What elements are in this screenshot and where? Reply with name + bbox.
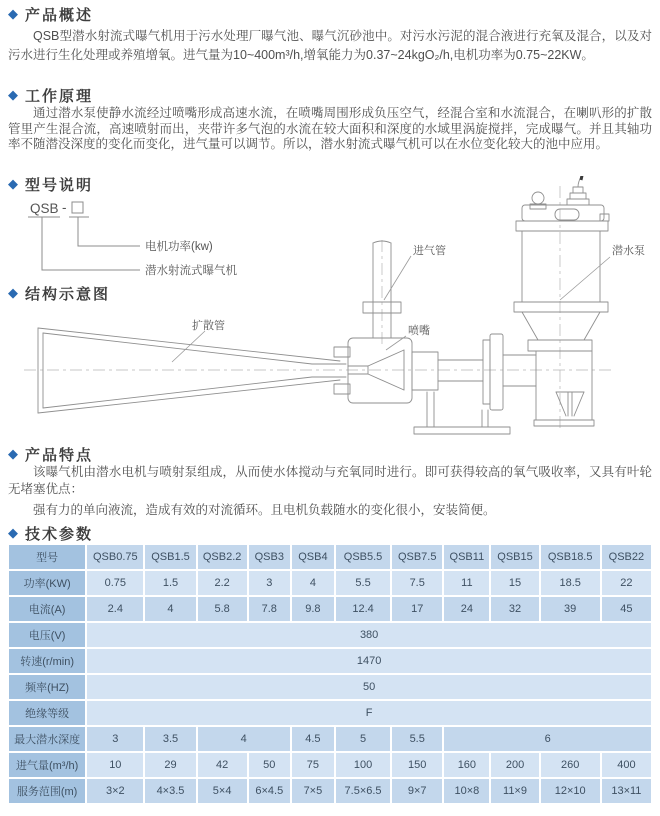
diamond-bullet-icon: ◆ — [8, 284, 18, 300]
spec-model-header: QSB1.5 — [145, 545, 195, 569]
spec-cell: 45 — [602, 597, 651, 621]
diffuser-horn — [38, 328, 346, 413]
technical-specs-table — [7, 543, 653, 805]
spec-cell: 5 — [336, 727, 390, 751]
spec-model-header: QSB2.2 — [198, 545, 247, 569]
spec-row — [9, 701, 651, 725]
spec-model-header: QSB7.5 — [392, 545, 442, 569]
spec-cell: 11 — [444, 571, 489, 595]
spec-cell: 18.5 — [541, 571, 600, 595]
pump-label: 潜水泵 — [612, 245, 645, 257]
discharge-pipe — [438, 334, 536, 410]
centerlines — [24, 186, 614, 428]
spec-cell: 10 — [87, 753, 143, 777]
spec-cell: 4 — [292, 571, 334, 595]
section-heading-principle — [8, 85, 93, 106]
spec-cell: 7.8 — [249, 597, 290, 621]
spec-cell: 1.5 — [145, 571, 195, 595]
spec-cell: 12×10 — [541, 779, 600, 803]
spec-model-header: QSB0.75 — [87, 545, 143, 569]
section-title: 技术参数 — [25, 526, 94, 543]
spec-model-header: QSB3 — [249, 545, 290, 569]
spec-cell: 7.5×6.5 — [336, 779, 390, 803]
spec-row — [9, 779, 651, 803]
cable-tip — [581, 176, 583, 180]
spec-cell: 5.5 — [392, 727, 442, 751]
structure-drawing — [0, 176, 660, 444]
spec-model-header: QSB5.5 — [336, 545, 390, 569]
spec-row-label: 功率(KW) — [9, 571, 85, 595]
spec-cell: 400 — [602, 753, 651, 777]
principle-paragraph: 通过潜水泵使静水流经过喷嘴形成高速水流，在喷嘴周围形成负压空气，经混合室和水流混合，在喇叭形的扩散管里产生混合流，高速喷射而出，夹带许多气泡的水流在较大面积和深度的水域里涡旋搅拌，完成曝气。并且其轴功率不随潜没深度的变化而变化，进气量可以调节。所以，潜水射流式曝气机可以在水位变化较大的池中应用。 — [8, 106, 652, 151]
spec-model-header: QSB15 — [491, 545, 538, 569]
spec-cell: 160 — [444, 753, 489, 777]
spec-cell: 4×3.5 — [145, 779, 195, 803]
spec-cell: 100 — [336, 753, 390, 777]
air-inlet-label: 进气管 — [413, 245, 446, 257]
section-title: 产品概述 — [25, 7, 94, 24]
diamond-bullet-icon: ◆ — [8, 86, 18, 102]
support-stand — [414, 392, 510, 434]
spec-row — [9, 649, 651, 673]
diffuser-label: 扩散管 — [192, 320, 225, 332]
model-code-text: QSB — [30, 201, 59, 216]
spec-cell: 0.75 — [87, 571, 143, 595]
spec-row — [9, 753, 651, 777]
spec-header-label: 型号 — [9, 545, 85, 569]
nozzle-label: 喷嘴 — [408, 325, 430, 337]
spec-cell: 39 — [541, 597, 600, 621]
spec-cell: 5.8 — [198, 597, 247, 621]
spec-cell: 50 — [249, 753, 290, 777]
overview-paragraph: QSB型潜水射流式曝气机用于污水处理厂曝气池、曝气沉砂池中。对污水污泥的混合液进行充氧及混合，以及对污水进行生化处理或养殖增氧。进气量为10~400m³/h,增氧能力为0.37~24kgO₂/h,电机功率为0.75~22KW。 — [8, 29, 652, 62]
spec-cell: 3 — [249, 571, 290, 595]
spec-row-label: 最大潜水深度 — [9, 727, 85, 751]
spec-cell-merged: F — [87, 701, 651, 725]
spec-row — [9, 727, 651, 751]
section-heading-overview — [8, 4, 93, 25]
spec-cell: 200 — [491, 753, 538, 777]
spec-row — [9, 571, 651, 595]
model-dash-text: - — [62, 200, 67, 215]
spec-cell: 3.5 — [145, 727, 195, 751]
spec-cell: 9×7 — [392, 779, 442, 803]
spec-cell: 3 — [87, 727, 143, 751]
section-title: 结构示意图 — [25, 286, 111, 303]
spec-model-header: QSB22 — [602, 545, 651, 569]
diamond-bullet-icon: ◆ — [8, 5, 18, 21]
lifting-eye — [532, 192, 544, 204]
spec-row-label: 电压(V) — [9, 623, 85, 647]
spec-model-header: QSB18.5 — [541, 545, 600, 569]
spec-cell: 10×8 — [444, 779, 489, 803]
section-title: 产品特点 — [25, 447, 94, 464]
section-title: 型号说明 — [25, 177, 94, 194]
spec-row — [9, 675, 651, 699]
section-title: 工作原理 — [25, 88, 94, 105]
spec-cell-merged: 50 — [87, 675, 651, 699]
spec-cell: 2.4 — [87, 597, 143, 621]
spec-row — [9, 597, 651, 621]
spec-cell: 9.8 — [292, 597, 334, 621]
features-paragraph-2: 强有力的单向液流，造成有效的对流循环。且电机负载随水的变化很小，安装简便。 — [33, 503, 496, 517]
spec-cell: 15 — [491, 571, 538, 595]
section-heading-features — [8, 444, 93, 465]
spec-model-header: QSB11 — [444, 545, 489, 569]
spec-cell: 4 — [145, 597, 195, 621]
spec-cell: 75 — [292, 753, 334, 777]
spec-cell-merged: 4 — [198, 727, 290, 751]
section-heading-specs — [8, 523, 93, 544]
diamond-bullet-icon: ◆ — [8, 445, 18, 461]
cable-gland — [567, 199, 589, 205]
spec-cell: 5×4 — [198, 779, 247, 803]
spec-cell: 7×5 — [292, 779, 334, 803]
features-paragraph-1: 该曝气机由潜水电机与喷射泵组成，从而使水体搅动与充氧同时进行。即可获得较高的氧气吸收率，又具有叶轮无堵塞优点： — [8, 465, 652, 496]
diamond-bullet-icon: ◆ — [8, 524, 18, 540]
pump-top-cap — [522, 205, 604, 221]
spec-header-row — [9, 545, 651, 569]
model-power-label: 电机功率(kw) — [145, 241, 213, 253]
spec-cell: 4.5 — [292, 727, 334, 751]
spec-cell-merged: 1470 — [87, 649, 651, 673]
spec-row-label: 绝缘等级 — [9, 701, 85, 725]
spec-cell: 260 — [541, 753, 600, 777]
spec-cell: 6×4.5 — [249, 779, 290, 803]
nozzle-chamber — [334, 338, 438, 403]
spec-cell: 22 — [602, 571, 651, 595]
spec-row — [9, 623, 651, 647]
spec-cell: 13×11 — [602, 779, 651, 803]
spec-cell: 11×9 — [491, 779, 538, 803]
spec-cell: 3×2 — [87, 779, 143, 803]
submersible-pump — [514, 176, 609, 426]
spec-cell: 7.5 — [392, 571, 442, 595]
spec-cell-merged: 380 — [87, 623, 651, 647]
spec-row-label: 进气量(m³/h) — [9, 753, 85, 777]
spec-row-label: 电流(A) — [9, 597, 85, 621]
spec-cell-merged: 6 — [444, 727, 651, 751]
spec-cell: 42 — [198, 753, 247, 777]
model-type-label: 潜水射流式曝气机 — [145, 265, 237, 277]
spec-cell: 24 — [444, 597, 489, 621]
spec-cell: 17 — [392, 597, 442, 621]
spec-cell: 32 — [491, 597, 538, 621]
diamond-bullet-icon: ◆ — [8, 175, 18, 191]
spec-row-label: 服务范围(m) — [9, 779, 85, 803]
spec-model-header: QSB4 — [292, 545, 334, 569]
spec-cell: 5.5 — [336, 571, 390, 595]
spec-row-label: 转速(r/min) — [9, 649, 85, 673]
spec-cell: 29 — [145, 753, 195, 777]
spec-cell: 150 — [392, 753, 442, 777]
spec-cell: 12.4 — [336, 597, 390, 621]
spec-cell: 2.2 — [198, 571, 247, 595]
spec-row-label: 频率(HZ) — [9, 675, 85, 699]
